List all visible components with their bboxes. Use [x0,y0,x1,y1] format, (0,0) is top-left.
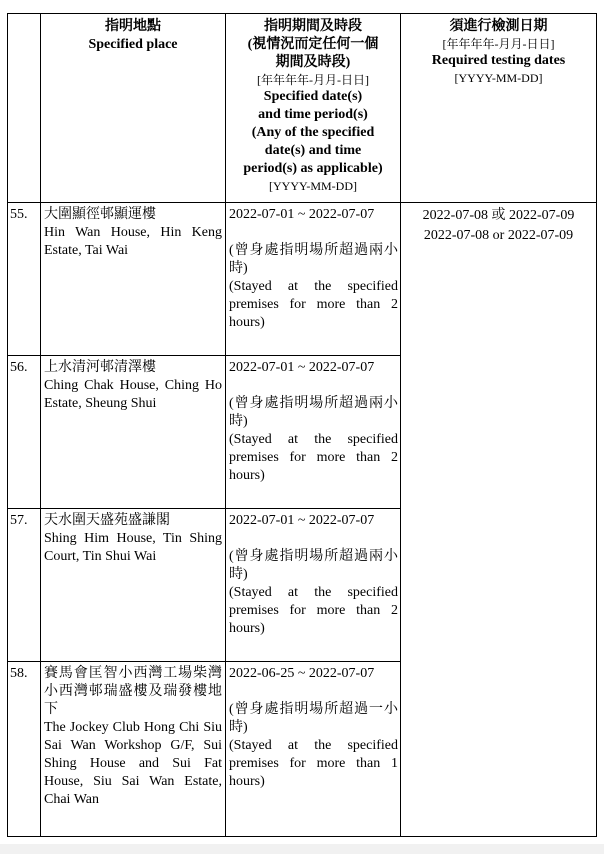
testing-dates-cell [401,203,597,837]
header-place-cell [41,14,226,203]
period-note-en: (Stayed at the specified premises for more than 2 hours) [229,585,398,636]
place-en: Ching Chak House, Ching Ho Estate, Sheung Shui [44,378,222,411]
period-note-en: (Stayed at the specified premises for more than 1 hours) [229,738,398,789]
period-note-zh: (曾身處指明場所超過兩小時) [229,396,398,429]
place-zh: 賽馬會匡智小西灣工場柴灣小西灣邨瑞盛樓及瑞發樓地下 [44,666,222,717]
header-place-zh: 指明地點 [105,19,161,34]
header-period-en-2: and time period(s) [258,107,368,122]
row-period [226,509,401,662]
testing-dates-en: 2022-07-08 or 2022-07-09 [423,228,574,243]
header-period-zh-1: 指明期間及時段 [264,19,362,34]
header-testing-format-zh: [年年年年-月月-日日] [442,37,555,51]
row-period [226,203,401,356]
specified-places-table [7,13,597,837]
period-dates: 2022-07-01 ~ 2022-07-07 [229,360,375,375]
period-note-zh: (曾身處指明場所超過兩小時) [229,243,398,276]
viewer-bottom-edge [0,844,604,854]
header-period-en-1: Specified date(s) [263,89,363,104]
place-en: Hin Wan House, Hin Keng Estate, Tai Wai [44,225,222,258]
header-testing-en: Required testing dates [431,53,566,68]
place-en: Shing Him House, Tin Shing Court, Tin Shui Wai [44,531,222,564]
row-number: 57. [8,509,41,662]
header-place-en: Specified place [88,37,178,52]
header-period-zh-3: 期間及時段) [275,55,351,70]
period-note-en: (Stayed at the specified premises for more than 2 hours) [229,432,398,483]
period-dates: 2022-07-01 ~ 2022-07-07 [229,207,375,222]
place-zh: 上水清河邨清澤樓 [44,360,156,375]
header-period-zh-2: (視情況而定任何一個 [247,37,379,52]
table-header-row [8,14,597,203]
place-en: The Jockey Club Hong Chi Siu Sai Wan Workshop G/F, Sui Shing House and Sui Fat House, Siu Sai Wan Estate, Chai Wan [44,720,222,807]
header-period-en-3: (Any of the specified [251,125,375,140]
header-testing-cell [401,14,597,203]
row-place [41,356,226,509]
row-place [41,662,226,837]
row-number: 55. [8,203,41,356]
place-zh: 大圍顯徑邨顯運樓 [44,207,156,222]
place-zh: 天水圍天盛苑盛謙閣 [44,513,170,528]
row-period [226,356,401,509]
header-period-format-zh: [年年年年-月月-日日] [257,73,369,87]
header-number-cell [8,14,41,203]
period-note-zh: (曾身處指明場所超過兩小時) [229,549,398,582]
row-place [41,203,226,356]
period-note-en: (Stayed at the specified premises for more than 2 hours) [229,279,398,330]
table-row [8,203,597,356]
header-period-cell [226,14,401,203]
row-number: 56. [8,356,41,509]
period-dates: 2022-06-25 ~ 2022-07-07 [229,666,375,681]
header-testing-zh: 須進行檢測日期 [449,19,548,34]
row-place [41,509,226,662]
testing-dates-zh: 2022-07-08 或 2022-07-09 [422,208,575,223]
period-note-zh: (曾身處指明場所超過一小時) [229,702,398,735]
header-period-en-4: date(s) and time [264,143,362,158]
header-period-format-en: [YYYY-MM-DD] [269,179,357,193]
period-dates: 2022-07-01 ~ 2022-07-07 [229,513,375,528]
header-testing-format-en: [YYYY-MM-DD] [454,71,543,85]
row-number: 58. [8,662,41,837]
header-period-en-5: period(s) as applicable) [243,161,383,176]
row-period [226,662,401,837]
